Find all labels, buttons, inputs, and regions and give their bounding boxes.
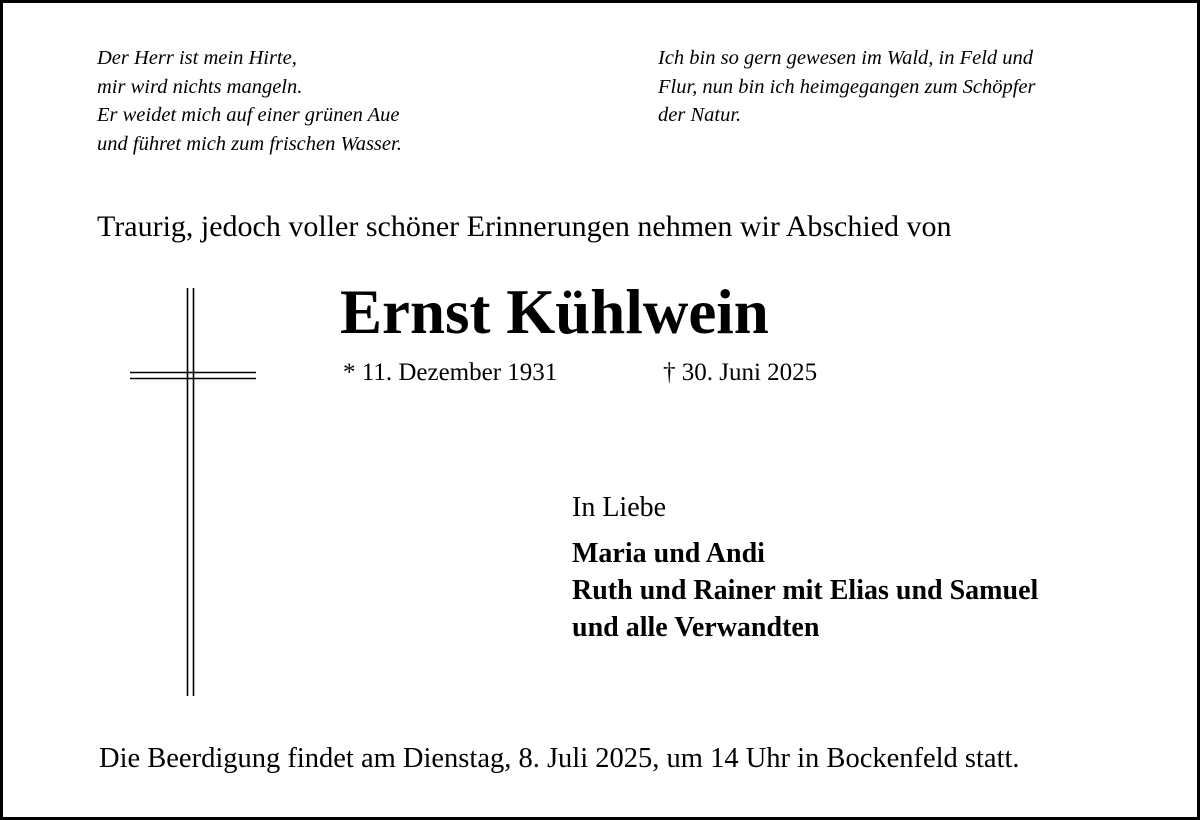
nature-verse <box>658 44 1128 130</box>
verse-line: Ich bin so gern gewesen im Wald, in Feld und <box>658 47 1034 69</box>
mourner-line: Maria und Andi <box>572 538 765 569</box>
death-date: † 30. Juni 2025 <box>663 359 818 386</box>
verse-line: Er weidet mich auf einer grünen Aue <box>97 104 400 126</box>
farewell-intro: Traurig, jedoch voller schöner Erinnerungen nehmen wir Abschied von <box>97 210 952 243</box>
mourners-list <box>572 535 1038 646</box>
verse-line: und führet mich zum frischen Wasser. <box>97 132 402 155</box>
cross-icon <box>128 288 260 696</box>
psalm-verse <box>97 44 597 158</box>
mourner-line: Ruth und Rainer mit Elias und Samuel <box>572 575 1039 606</box>
verse-line: Der Herr ist mein Hirte, <box>97 47 297 69</box>
funeral-notice: Die Beerdigung findet am Dienstag, 8. Juli 2025, um 14 Uhr in Bockenfeld statt. <box>99 743 1020 774</box>
in-love-label: In Liebe <box>572 492 667 523</box>
birth-date: * 11. Dezember 1931 <box>343 359 558 386</box>
verse-line: der Natur. <box>658 104 742 126</box>
deceased-name: Ernst Kühlwein <box>340 277 769 347</box>
verse-line: Flur, nun bin ich heimgegangen zum Schöpfer <box>658 75 1036 98</box>
verse-line: mir wird nichts mangeln. <box>97 75 303 98</box>
mourner-line: und alle Verwandten <box>572 612 820 643</box>
